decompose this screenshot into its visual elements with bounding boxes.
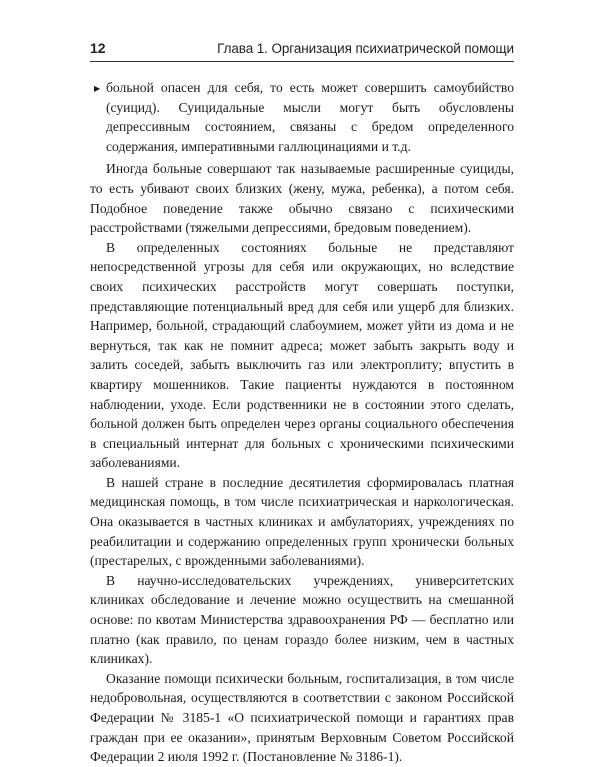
bullet-text: больной опасен для себя, то есть может совершить самоубийство (суицид). Суицидальные мысли могут быть обусловлены депрессивным состоянием, связаны с бредом определенного содержания, императивными галлюцинациями и т.д. [106, 80, 514, 154]
paragraph-extended-suicide: Иногда больные совершают так называемые расширенные суициды, то есть убивают своих близких (жену, мужа, ребенка), а потом себя. Подобное поведение также обычно связано с психическими расстройствами (тяжелыми депрессиями, бредовым поведением). [90, 161, 514, 236]
paragraph-paid-care: В нашей стране в последние десятилетия сформировалась платная медицинская помощь, в том числе психиатрическая и наркологическая. Она оказывается в частных клиниках и амбулаториях, учреждениях по реабилитации и содержанию определенных групп хронически больных (престарелых, с врожденными заболеваниями). [90, 474, 514, 569]
paragraph-research-institutions: В научно-исследовательских учреждениях, университетских клиниках обследование и лечение можно осуществить на смешанной основе: по квотам Министерства здравоохранения РФ — бесплатно или платно (как правило, по ценам гораздо более низким, чем в частных клиниках). [90, 572, 514, 667]
paragraph-legal-basis: Оказание помощи психически больным, госпитализация, в том числе недобровольная, осуществляются в соответствии с законом Российской Федерации № 3185-1 «О психиатрической помощи и гарантиях прав граждан при ее оказании», принятым Верховным Советом Российской Федерации 2 июля 1992 г. (Постановление № 3186-1). [90, 670, 514, 765]
bullet-item [90, 78, 514, 156]
paragraph-indirect-harm: В определенных состояниях больные не представляют непосредственной угрозы для себя или окружающих, но вследствие своих психических расстройств могут совершать поступки, представляющие потенциальный вред для себя или ущерб для близких. Например, больной, страдающий слабоумием, может уйти из дома и не вернуться, так как не помнит адреса; может забыть закрыть воду и залить соседей, забыть выключить газ или электроплиту; впустить в квартиру мошенников. Такие пациенты нуждаются в постоянном наблюдении, уходе. Если родственники не в состоянии этого сделать, больной должен быть определен через органы социального обеспечения в специальный интернат для больных с хроническими психическими заболеваниями. [90, 239, 514, 471]
page-number: 12 [90, 40, 106, 56]
running-header [90, 40, 514, 62]
page [90, 40, 514, 767]
triangle-bullet-icon: ▶ [94, 84, 101, 93]
running-title: Глава 1. Организация психиатрической помощи [217, 41, 514, 56]
body-text [90, 78, 514, 767]
